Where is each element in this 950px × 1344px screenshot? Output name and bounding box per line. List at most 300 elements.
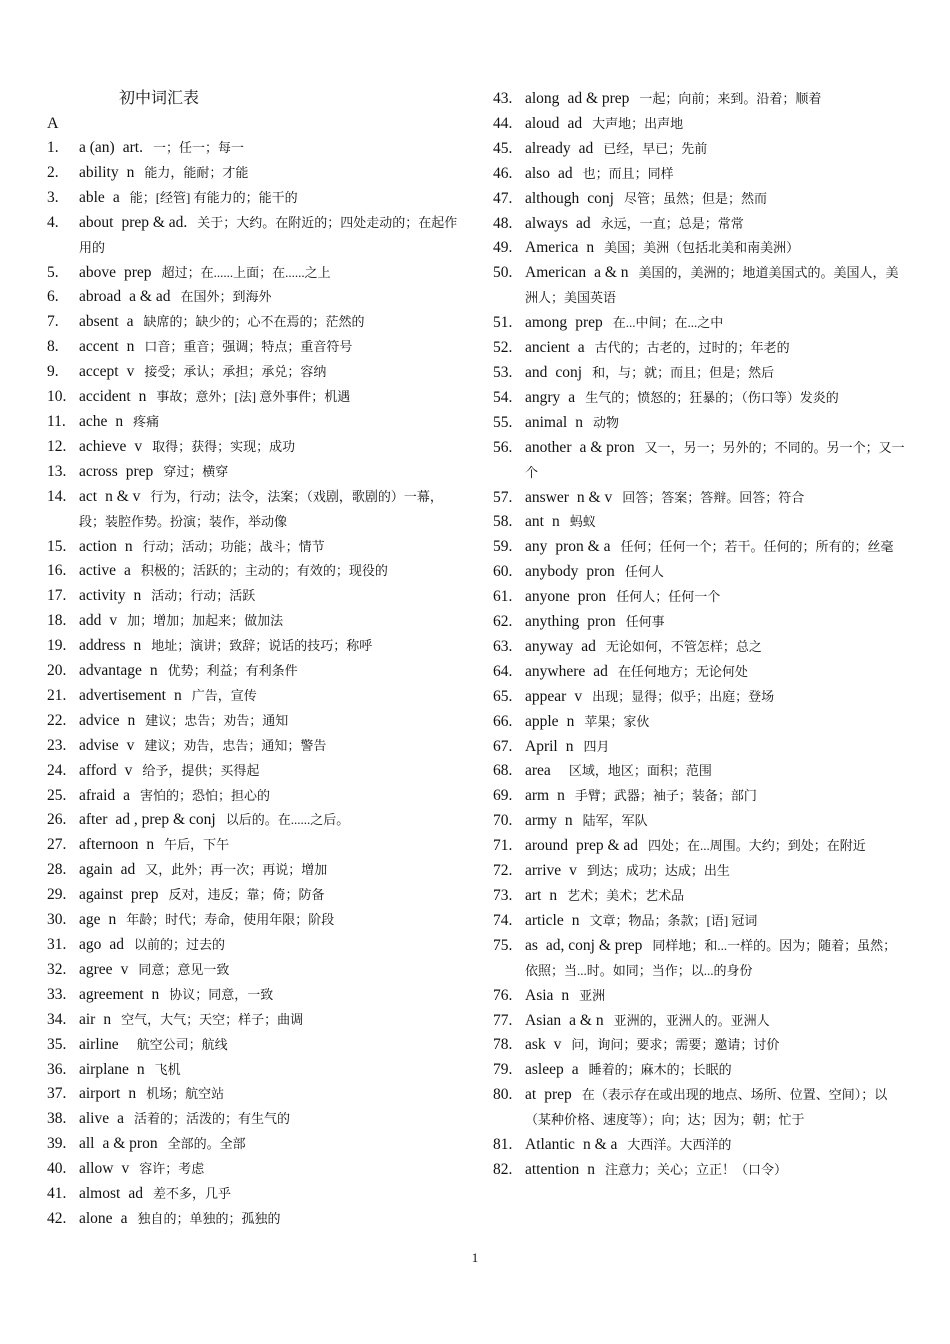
entry-word: ache	[79, 412, 108, 430]
entry-definition: 艺术；美术；艺术品	[567, 888, 685, 903]
vocab-entry	[47, 659, 462, 684]
entry-part-of-speech: pron	[587, 613, 616, 631]
entry-definition: 以后的。在......之后。	[225, 812, 350, 828]
entry-number: 37.	[47, 1085, 67, 1103]
entry-definition: 协议；同意，一致	[169, 986, 274, 1002]
vocab-entry	[493, 610, 908, 635]
entry-part-of-speech: prep	[124, 263, 152, 281]
vocab-entry	[47, 1207, 462, 1232]
entry-number: 16.	[47, 562, 67, 580]
entry-body	[525, 710, 908, 735]
vocab-entry	[47, 261, 462, 286]
entry-definition: 在...中间；在...之中	[612, 315, 724, 331]
entry-word: already	[525, 139, 571, 157]
entry-word: anywhere	[525, 662, 586, 680]
entry-part-of-speech: a	[126, 313, 134, 331]
entry-word: advise	[79, 736, 119, 754]
entry-number: 2.	[47, 163, 59, 181]
entry-number: 10.	[47, 388, 67, 406]
entry-word: airplane	[79, 1060, 129, 1078]
vocab-entry	[493, 635, 908, 660]
entry-word: anybody	[525, 563, 579, 581]
entry-part-of-speech: ad , prep & conj	[115, 811, 216, 829]
entry-word: advice	[79, 711, 120, 729]
entry-definition: 动物	[592, 414, 619, 430]
vocab-entry	[47, 833, 462, 858]
entry-number: 20.	[47, 662, 67, 680]
entry-definition: 手臂；武器；袖子；装备；部门	[574, 788, 757, 804]
entry-definition: 积极的；活跃的；主动的；有效的；现役的	[140, 563, 388, 579]
vocab-entry	[47, 435, 462, 460]
entry-number: 22.	[47, 711, 67, 729]
entry-number: 74.	[493, 911, 513, 929]
entry-part-of-speech: pron & a	[555, 538, 611, 556]
entry-part-of-speech: v	[120, 960, 129, 978]
vocab-entry	[493, 585, 908, 610]
vocab-entry	[493, 1058, 908, 1083]
entry-number: 35.	[47, 1035, 67, 1053]
entry-part-of-speech: a	[568, 388, 576, 406]
entry-part-of-speech: art.	[122, 139, 143, 156]
vocab-entry	[493, 137, 908, 162]
entry-word: answer	[525, 488, 569, 506]
entry-body	[79, 808, 462, 833]
vocab-entry	[47, 759, 462, 784]
entry-part-of-speech: prep & ad.	[121, 213, 188, 231]
entry-body	[79, 535, 462, 560]
entry-word: ask	[525, 1036, 546, 1054]
entry-word: ant	[525, 513, 544, 531]
entry-number: 39.	[47, 1135, 67, 1153]
entry-word: airline	[79, 1035, 119, 1053]
entry-definition: 同样地；和...一样的。因为；随着；虽然；依照；当...时。如同；当作；以...的身份	[525, 937, 897, 978]
entry-part-of-speech: a	[577, 339, 585, 357]
entry-word: advertisement	[79, 686, 166, 704]
entry-number: 17.	[47, 587, 67, 605]
entry-word: act	[79, 487, 98, 505]
entry-definition: 无论如何，不管怎样；总之	[605, 638, 762, 654]
entry-body	[79, 1107, 462, 1132]
entry-body	[525, 261, 908, 311]
entry-word: afraid	[79, 786, 116, 804]
entry-body	[525, 1133, 908, 1158]
entry-word: air	[79, 1010, 96, 1028]
vocab-entry	[47, 634, 462, 659]
entry-body	[525, 585, 908, 610]
vocab-entry	[47, 161, 462, 186]
entry-word: accept	[79, 363, 119, 381]
entry-number: 46.	[493, 164, 513, 182]
entry-body	[79, 385, 462, 410]
vocab-entry	[493, 311, 908, 336]
entry-body	[525, 984, 908, 1009]
entry-definition: 问，询问；要求；需要；邀请；讨价	[571, 1037, 780, 1053]
entry-part-of-speech: pron	[577, 588, 607, 606]
vocab-entry	[47, 335, 462, 360]
entry-part-of-speech: ad	[576, 214, 591, 232]
entry-word: against	[79, 886, 123, 904]
entry-part-of-speech: a	[123, 786, 131, 804]
entry-word: anyone	[525, 588, 570, 606]
entry-definition: 已经，早已；先前	[603, 140, 708, 156]
entry-body	[79, 211, 462, 261]
entry-body	[79, 609, 462, 634]
entry-number: 15.	[47, 537, 67, 555]
entry-body	[525, 560, 908, 585]
entry-definition: 美国；美洲（包括北美和南美洲）	[604, 240, 800, 256]
vocab-entry	[47, 808, 462, 833]
entry-definition: 四处；在...周围。大约；到处；在附近	[648, 838, 866, 854]
entry-word: at	[525, 1086, 537, 1104]
entry-definition: 同意；意见一致	[138, 961, 230, 977]
entry-definition: 任何事	[625, 614, 665, 630]
vocab-entry	[47, 535, 462, 560]
entry-word: always	[525, 214, 569, 232]
entry-body	[79, 310, 462, 335]
entry-part-of-speech: v	[574, 687, 583, 705]
entry-body	[525, 137, 908, 162]
entry-word: also	[525, 164, 550, 182]
vocab-entry	[493, 112, 908, 137]
vocab-entry	[493, 411, 908, 436]
entry-body	[525, 486, 908, 511]
entry-number: 13.	[47, 462, 67, 480]
entry-definition: 建议；忠告；劝告；通知	[145, 712, 289, 728]
entry-number: 73.	[493, 887, 513, 904]
entry-part-of-speech: prep	[575, 314, 603, 332]
entry-part-of-speech: n	[564, 812, 573, 830]
entry-body	[79, 734, 462, 759]
entry-body	[79, 933, 462, 958]
entry-definition: 差不多，几乎	[152, 1186, 231, 1202]
entry-word: ago	[79, 936, 102, 953]
entry-part-of-speech: n	[151, 985, 160, 1003]
entry-part-of-speech: n	[549, 887, 558, 904]
entry-word: another	[525, 438, 572, 456]
entry-word: a (an)	[79, 139, 115, 156]
entry-definition: 广告，宣传	[191, 687, 257, 703]
vocab-entry	[493, 1083, 908, 1133]
vocab-entry	[47, 186, 462, 211]
entry-number: 78.	[493, 1036, 513, 1054]
vocab-entry	[493, 984, 908, 1009]
entry-body	[525, 759, 908, 784]
entry-definition: 害怕的；恐怕；担心的	[140, 787, 271, 803]
entry-number: 69.	[493, 787, 513, 805]
entry-part-of-speech: a & pron	[102, 1135, 158, 1153]
entry-definition: 超过；在......上面；在......之上	[161, 264, 331, 280]
page-title: 初中词汇表	[119, 90, 200, 107]
entry-definition: 回答；答案；答辩。回答；符合	[622, 489, 805, 505]
entry-body	[525, 884, 908, 909]
entry-part-of-speech: v	[569, 862, 577, 880]
entry-number: 44.	[493, 114, 513, 132]
entry-part-of-speech: ad	[567, 114, 583, 132]
entry-word: address	[79, 637, 126, 655]
vocab-entry	[47, 684, 462, 709]
entry-definition: 地址；演讲；致辞；说话的技巧；称呼	[151, 638, 373, 654]
vocab-entry	[493, 361, 908, 386]
entry-part-of-speech: ad, conj & prep	[545, 936, 643, 954]
entry-definition: 也；而且；同样	[582, 165, 674, 181]
entry-word: although	[525, 189, 580, 207]
entry-number: 41.	[47, 1185, 67, 1203]
entry-body	[79, 186, 462, 211]
entry-word: anything	[525, 613, 580, 631]
entry-body	[79, 759, 462, 784]
entry-definition: 在（表示存在或出现的地点、场所、位置、空间）；以（某种价格、速度等）；向；达；因为；朝；忙于	[525, 1087, 888, 1128]
vocab-entry	[493, 486, 908, 511]
entry-word: activity	[79, 587, 126, 605]
entry-body	[79, 1058, 462, 1083]
entry-body	[79, 285, 462, 310]
entry-number: 51.	[493, 314, 513, 332]
entry-number: 81.	[493, 1136, 513, 1154]
entry-definition: 区域，地区；面积；范围	[568, 763, 712, 779]
entry-word: abroad	[79, 288, 122, 306]
entry-part-of-speech: n	[575, 413, 583, 431]
vocab-entry	[493, 909, 908, 934]
vocab-entry	[47, 285, 462, 310]
entry-number: 33.	[47, 985, 67, 1003]
entry-number: 49.	[493, 239, 513, 257]
entry-body	[79, 784, 462, 809]
entry-word: animal	[525, 413, 568, 431]
entry-part-of-speech: n	[149, 662, 158, 680]
entry-part-of-speech: n	[173, 686, 182, 704]
entry-number: 42.	[47, 1209, 67, 1227]
vocab-entry	[47, 1082, 462, 1107]
entry-word: appear	[525, 687, 567, 705]
entry-part-of-speech: n	[586, 239, 595, 257]
entry-part-of-speech: ad	[593, 662, 608, 680]
entry-definition: 文章；物品；条款；[语] 冠词	[589, 912, 758, 928]
entry-definition: 古代的；古老的，过时的；年老的	[594, 340, 790, 356]
entry-definition: 空气，大气；天空；样子；曲调	[121, 1011, 304, 1027]
entry-number: 59.	[493, 538, 513, 556]
entry-definition: 和，与；就；而且；但是；然后	[592, 364, 775, 380]
entry-number: 58.	[493, 513, 513, 531]
entry-number: 67.	[493, 737, 513, 755]
entry-number: 29.	[47, 886, 67, 904]
entry-definition: 能力，能耐；才能	[144, 164, 249, 180]
entry-number: 61.	[493, 588, 513, 606]
entry-word: agreement	[79, 985, 144, 1003]
entry-number: 32.	[47, 960, 67, 978]
entry-part-of-speech: v	[553, 1036, 562, 1054]
entry-part-of-speech: a & n	[569, 1011, 604, 1029]
entry-number: 1.	[47, 139, 59, 156]
entry-part-of-speech: n	[128, 1085, 137, 1103]
entry-number: 64.	[493, 662, 513, 680]
entry-part-of-speech: ad	[128, 1185, 143, 1203]
entry-word: and	[525, 363, 548, 381]
entry-definition: 加；增加；加起来；做加法	[127, 613, 284, 629]
entry-body	[79, 435, 462, 460]
entry-word: along	[525, 90, 560, 107]
vocab-entry	[47, 858, 462, 883]
entry-definition: 事故；意外；[法] 意外事件；机遇	[156, 389, 351, 405]
vocab-entry	[47, 584, 462, 609]
entry-number: 48.	[493, 214, 513, 232]
entry-word: allow	[79, 1160, 114, 1178]
entry-body	[525, 436, 908, 486]
entry-part-of-speech: ad	[109, 936, 125, 953]
entry-body	[525, 535, 908, 560]
entry-part-of-speech: v	[126, 363, 135, 381]
entry-number: 66.	[493, 712, 513, 730]
entry-body	[525, 934, 908, 984]
vocab-entry	[47, 908, 462, 933]
entry-part-of-speech: prep	[130, 886, 159, 904]
entry-number: 80.	[493, 1086, 513, 1104]
vocab-entry	[47, 609, 462, 634]
entry-word: add	[79, 612, 102, 630]
entry-definition: 任何人；任何一个	[616, 589, 721, 605]
entry-number: 45.	[493, 139, 513, 157]
entry-number: 6.	[47, 288, 59, 306]
entry-word: ancient	[525, 339, 570, 357]
vocab-entry	[493, 1133, 908, 1158]
entry-definition: 在任何地方；无论何处	[617, 663, 748, 679]
entry-word: around	[525, 837, 569, 855]
entry-body	[79, 1082, 462, 1107]
entry-word: action	[79, 537, 117, 555]
entry-number: 71.	[493, 837, 513, 855]
entry-body	[79, 1157, 462, 1182]
entry-body	[525, 660, 908, 685]
entry-number: 25.	[47, 786, 67, 804]
entry-part-of-speech: prep & ad	[576, 837, 639, 855]
vocab-entry	[493, 336, 908, 361]
entry-word: after	[79, 811, 108, 829]
entry-number: 7.	[47, 313, 59, 331]
entry-body	[79, 410, 462, 435]
entry-number: 8.	[47, 338, 59, 356]
entry-part-of-speech: conj	[587, 189, 614, 207]
entry-body	[525, 236, 908, 261]
entry-definition: 容许；考虑	[139, 1161, 205, 1177]
entry-number: 31.	[47, 936, 67, 953]
entry-word: age	[79, 911, 101, 929]
entry-number: 5.	[47, 263, 59, 281]
entry-number: 3.	[47, 188, 59, 206]
entry-number: 38.	[47, 1110, 67, 1128]
entry-body	[525, 834, 908, 859]
entry-definition: 四月	[583, 738, 610, 754]
entry-word: Asian	[525, 1011, 562, 1029]
entry-body	[525, 1158, 908, 1183]
entry-part-of-speech: v	[121, 1160, 130, 1178]
entry-number: 4.	[47, 213, 59, 231]
entry-word: area	[525, 762, 551, 780]
entry-word: above	[79, 263, 117, 281]
entry-word: accident	[79, 388, 131, 406]
entry-body	[525, 162, 908, 187]
entry-definition: 亚洲	[579, 987, 606, 1003]
entry-body	[79, 161, 462, 186]
entry-part-of-speech: a	[117, 1110, 125, 1128]
entry-definition: 一；任一；每一	[152, 140, 244, 155]
vocab-entry	[493, 187, 908, 212]
entry-number: 24.	[47, 761, 67, 779]
entry-part-of-speech: n & a	[582, 1136, 618, 1154]
entry-body	[525, 361, 908, 386]
entry-body	[79, 908, 462, 933]
entry-definition: 苹果；家伙	[584, 713, 650, 729]
vocab-entry	[493, 784, 908, 809]
entry-word: as	[525, 936, 538, 954]
entry-number: 70.	[493, 812, 513, 830]
entry-definition: 行动；活动；功能；战斗；情节	[142, 538, 325, 554]
entry-body	[525, 510, 908, 535]
right-column	[493, 87, 908, 1183]
left-column	[47, 87, 462, 1232]
entry-word: all	[79, 1135, 95, 1153]
entry-number: 30.	[47, 911, 67, 929]
entry-body	[525, 1058, 908, 1083]
vocab-entry	[47, 784, 462, 809]
entry-body	[79, 559, 462, 584]
entry-part-of-speech: ad	[578, 139, 594, 157]
entry-number: 79.	[493, 1061, 513, 1079]
entry-part-of-speech: n	[551, 513, 560, 531]
entry-word: alone	[79, 1209, 113, 1227]
vocab-entry	[47, 1107, 462, 1132]
entry-part-of-speech: n	[127, 711, 136, 729]
vocab-entry	[493, 685, 908, 710]
entry-body	[525, 336, 908, 361]
entry-definition: 出现；显得；似乎；出庭；登场	[592, 688, 775, 704]
entry-part-of-speech: n	[108, 911, 117, 929]
vocab-entry	[493, 1033, 908, 1058]
entry-number: 28.	[47, 861, 67, 879]
vocab-entry	[493, 809, 908, 834]
entry-part-of-speech: a	[120, 1209, 128, 1227]
entry-body	[525, 411, 908, 436]
entry-body	[79, 261, 462, 286]
entry-body	[525, 784, 908, 809]
entry-definition: 穿过；横穿	[163, 463, 229, 479]
entry-body	[79, 858, 462, 883]
vocab-entry	[47, 1182, 462, 1207]
vocab-entry	[493, 212, 908, 237]
entry-definition: 尽管；虽然；但是；然而	[623, 190, 767, 206]
vocab-entry	[47, 559, 462, 584]
entry-part-of-speech: n	[571, 911, 580, 929]
entry-definition: 任何人	[624, 564, 664, 580]
vocab-entry	[493, 510, 908, 535]
entry-word: accent	[79, 338, 119, 356]
entry-word: ability	[79, 163, 119, 181]
vocab-entry	[47, 310, 462, 335]
entry-part-of-speech: conj	[555, 363, 583, 381]
entry-part-of-speech: n	[146, 836, 155, 854]
entry-number: 55.	[493, 413, 513, 431]
section-letter: A	[47, 115, 59, 132]
entry-part-of-speech: n & v	[105, 487, 141, 505]
vocab-entry	[47, 410, 462, 435]
entry-definition: 缺席的；缺少的；心不在焉的；茫然的	[143, 314, 365, 330]
entry-number: 27.	[47, 836, 67, 854]
entry-number: 50.	[493, 264, 513, 282]
page-number: 1	[471, 1250, 479, 1265]
entry-part-of-speech: n	[138, 388, 147, 406]
entry-word: active	[79, 562, 117, 580]
entry-part-of-speech: n	[115, 412, 124, 430]
entry-number: 63.	[493, 637, 513, 655]
vocab-entry	[47, 385, 462, 410]
